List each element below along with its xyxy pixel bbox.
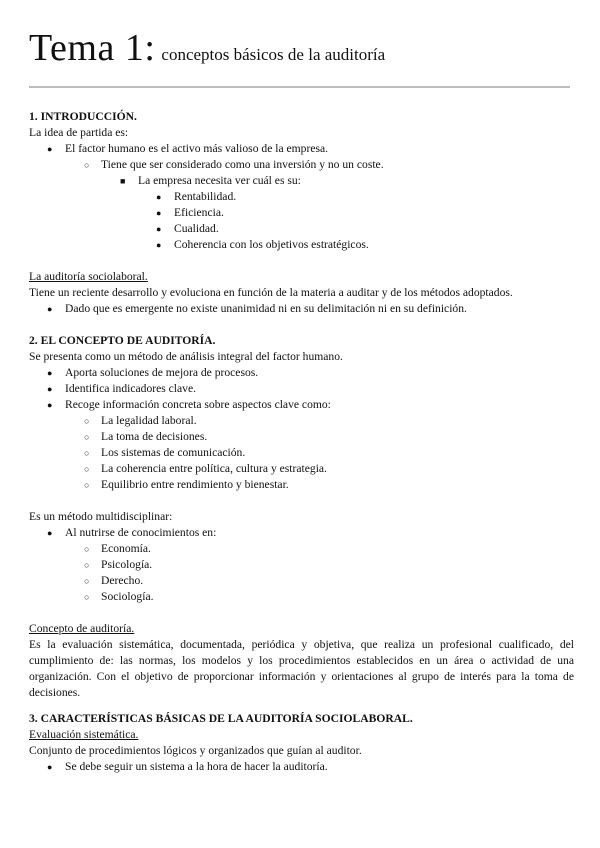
square-bullet-icon: ■ bbox=[120, 176, 126, 186]
list-item: ○ Equilibrio entre rendimiento y bienestar. bbox=[84, 478, 289, 491]
section-3-heading: 3. CARACTERÍSTICAS BÁSICAS DE LA AUDITORÍA SOCIOLABORAL. bbox=[29, 712, 413, 725]
disc-bullet-icon: ● bbox=[47, 762, 53, 772]
paragraph: Conjunto de procedimientos lógicos y organizados que guían al auditor. bbox=[29, 744, 362, 757]
disc-bullet-icon: ● bbox=[156, 240, 162, 250]
list-item: ○ Sociología. bbox=[84, 590, 154, 603]
section-1-intro: La idea de partida es: bbox=[29, 126, 129, 139]
section-1-heading: 1. INTRODUCCIÓN. bbox=[29, 110, 137, 123]
circle-bullet-icon: ○ bbox=[84, 432, 90, 442]
list-item: ○ La legalidad laboral. bbox=[84, 414, 197, 427]
section-2-intro: Se presenta como un método de análisis integral del factor humano. bbox=[29, 350, 343, 363]
circle-bullet-icon: ○ bbox=[84, 480, 90, 490]
disc-bullet-icon: ● bbox=[156, 192, 162, 202]
paragraph: Es la evaluación sistemática, documentada, periódica y objetiva, que realiza un profesional cualificado, del cumplimiento de: las normas, los modelos y los procedimientos establecidos en un área o actividad de una organización. Con el objetivo de proporcionar información y orientaciones al grupo de interés para la toma de decisiones. bbox=[29, 638, 574, 699]
list-item: ● Eficiencia. bbox=[156, 206, 224, 219]
list-item: ○ La coherencia entre política, cultura y estrategia. bbox=[84, 462, 327, 475]
list-item: ■ La empresa necesita ver cuál es su: bbox=[120, 174, 301, 187]
list-item: ● Cualidad. bbox=[156, 222, 219, 235]
paragraph: Tiene un reciente desarrollo y evoluciona en función de la materia a auditar y de los métodos adoptados. bbox=[29, 286, 513, 299]
subsection-heading: La auditoría sociolaboral. bbox=[29, 270, 148, 283]
title-subtitle: conceptos básicos de la auditoría bbox=[161, 45, 386, 64]
list-item: ● Identifica indicadores clave. bbox=[47, 382, 197, 395]
subsection-heading: Concepto de auditoría. bbox=[29, 622, 135, 635]
list-item: ● Se debe seguir un sistema a la hora de hacer la auditoría. bbox=[47, 760, 328, 773]
list-item: ● Rentabilidad. bbox=[156, 190, 237, 203]
paragraph: Es un método multidisciplinar: bbox=[29, 510, 173, 523]
list-item: ○ Economía. bbox=[84, 542, 151, 555]
list-item: ○ Tiene que ser considerado como una inversión y no un coste. bbox=[84, 158, 384, 171]
list-item: ○ La toma de decisiones. bbox=[84, 430, 208, 443]
list-item: ● Coherencia con los objetivos estratégicos. bbox=[156, 238, 369, 251]
section-2-heading: 2. EL CONCEPTO DE AUDITORÍA. bbox=[29, 334, 216, 347]
disc-bullet-icon: ● bbox=[47, 384, 53, 394]
disc-bullet-icon: ● bbox=[47, 528, 53, 538]
disc-bullet-icon: ● bbox=[47, 368, 53, 378]
disc-bullet-icon: ● bbox=[156, 208, 162, 218]
subsection-heading: Evaluación sistemática. bbox=[29, 728, 139, 741]
circle-bullet-icon: ○ bbox=[84, 560, 90, 570]
circle-bullet-icon: ○ bbox=[84, 592, 90, 602]
title-main: Tema 1: bbox=[29, 27, 156, 69]
list-item: ● Recoge información concreta sobre aspectos clave como: bbox=[47, 398, 331, 411]
circle-bullet-icon: ○ bbox=[84, 160, 90, 170]
disc-bullet-icon: ● bbox=[47, 144, 53, 154]
list-item: ○ Psicología. bbox=[84, 558, 153, 571]
list-item: ● Al nutrirse de conocimientos en: bbox=[47, 526, 217, 539]
disc-bullet-icon: ● bbox=[156, 224, 162, 234]
list-item: ● El factor humano es el activo más valioso de la empresa. bbox=[47, 142, 329, 155]
list-item: ○ Derecho. bbox=[84, 574, 144, 587]
list-item: ● Aporta soluciones de mejora de procesos. bbox=[47, 366, 259, 379]
document-body bbox=[29, 109, 574, 775]
circle-bullet-icon: ○ bbox=[84, 576, 90, 586]
disc-bullet-icon: ● bbox=[47, 304, 53, 314]
circle-bullet-icon: ○ bbox=[84, 464, 90, 474]
circle-bullet-icon: ○ bbox=[84, 416, 90, 426]
list-item: ○ Los sistemas de comunicación. bbox=[84, 446, 246, 459]
disc-bullet-icon: ● bbox=[47, 400, 53, 410]
title-divider bbox=[29, 86, 570, 88]
list-item: ● Dado que es emergente no existe unanimidad ni en su delimitación ni en su definición. bbox=[47, 302, 467, 315]
circle-bullet-icon: ○ bbox=[84, 448, 90, 458]
page-title bbox=[29, 26, 385, 70]
circle-bullet-icon: ○ bbox=[84, 544, 90, 554]
